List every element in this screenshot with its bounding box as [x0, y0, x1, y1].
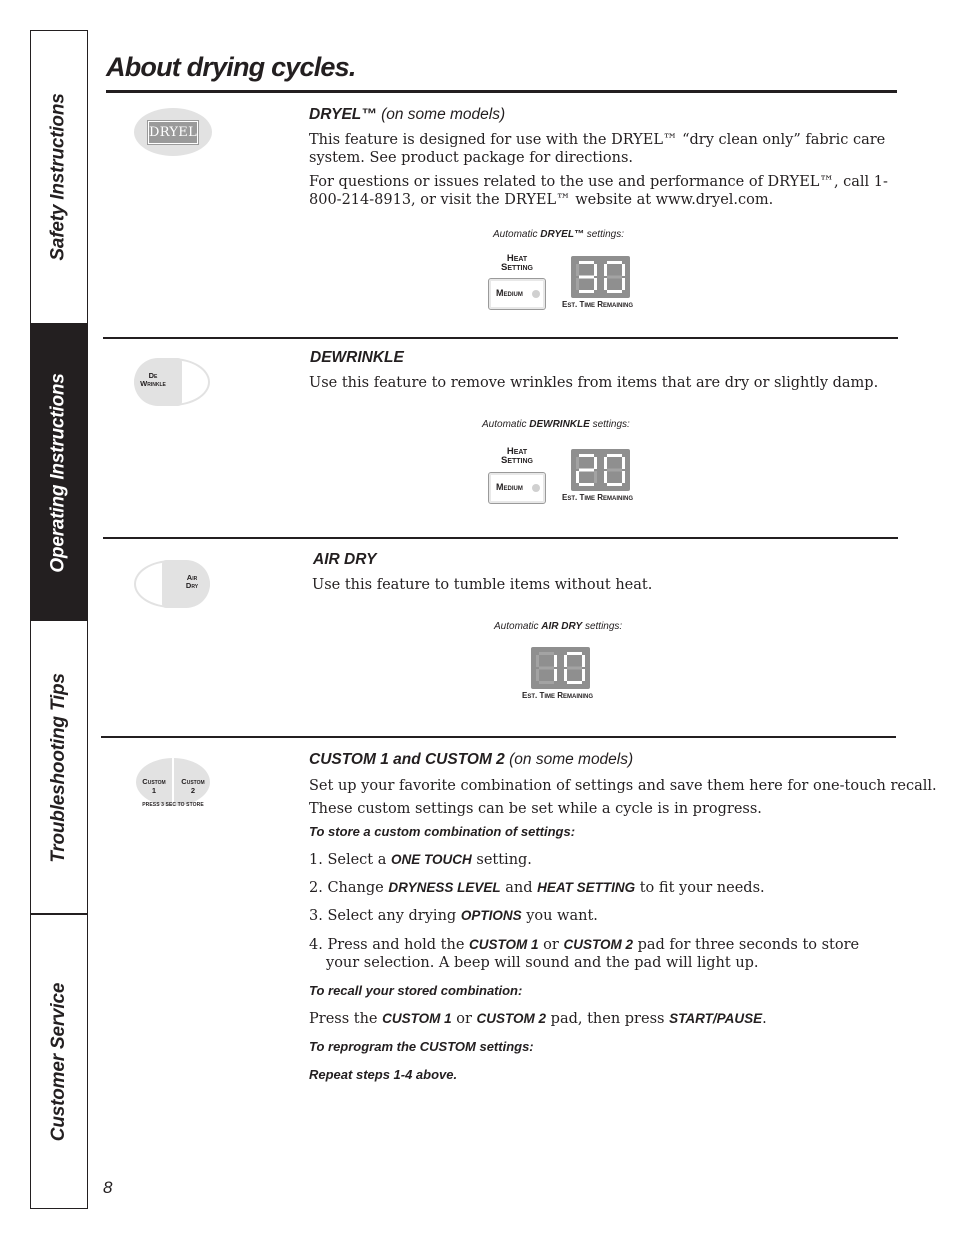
- lcd-segment: [579, 290, 594, 293]
- custom-pads-illustration: [132, 758, 214, 810]
- lcd-segment: [554, 655, 557, 667]
- custom2-pad-label: [172, 777, 214, 795]
- heat-label-line1: Heat: [506, 446, 528, 457]
- airdry-pad-label: [178, 574, 206, 590]
- step-text: you want.: [526, 908, 598, 924]
- step-text: or: [456, 1011, 472, 1027]
- lcd-segment: [607, 290, 622, 293]
- airdry-time-display: [531, 647, 590, 689]
- step-text: Change: [327, 880, 384, 896]
- pad-label-line2: 1: [151, 786, 157, 795]
- lcd-segment: [594, 278, 597, 290]
- heat-value: Medium: [496, 482, 523, 492]
- lcd-segment: [607, 469, 622, 472]
- heat-label-line1: Heat: [506, 253, 528, 264]
- tab-customer-service[interactable]: [31, 915, 87, 1208]
- dewrinkle-pad-illustration: [134, 358, 210, 404]
- store-step-3: [309, 907, 598, 925]
- step-text: .: [762, 1011, 767, 1027]
- caption-pre: Automatic: [482, 419, 527, 430]
- lcd-segment: [579, 454, 594, 457]
- lcd-segment: [536, 655, 539, 667]
- caption-pre: Automatic: [494, 621, 539, 632]
- step-text: Press and hold the: [327, 937, 465, 953]
- reprogram-subheading: To reprogram the CUSTOM settings:: [309, 1039, 534, 1054]
- section-divider: [103, 537, 898, 539]
- lcd-segment: [622, 278, 625, 290]
- lcd-segment: [622, 264, 625, 276]
- recall-subheading: To recall your stored combination:: [309, 983, 523, 998]
- indicator-light-icon: [532, 290, 540, 298]
- lcd-segment: [567, 681, 582, 684]
- caption-kw: DRYEL™: [540, 229, 584, 240]
- dryel-heat-setting-button: [488, 278, 546, 310]
- step-text: pad, then press: [550, 1011, 665, 1027]
- lcd-segment: [579, 483, 594, 486]
- seven-segment-digits: [571, 256, 630, 298]
- lcd-segment: [539, 681, 554, 684]
- caption-post: settings:: [592, 419, 630, 430]
- step-text: Select any drying: [327, 908, 457, 924]
- pad-label-line1: Custom: [142, 777, 166, 786]
- lcd-segment: [594, 471, 597, 483]
- store-step-4: [309, 936, 859, 954]
- step-text: or: [543, 937, 559, 953]
- caption-pre: Automatic: [493, 229, 538, 240]
- step-text: Select a: [327, 852, 387, 868]
- lcd-segment: [594, 264, 597, 276]
- title-rule: [106, 90, 897, 93]
- lcd-segment: [579, 261, 594, 264]
- step-keyword: OPTIONS: [460, 908, 522, 923]
- step-keyword: HEAT SETTING: [537, 880, 636, 895]
- step-text: Press the: [309, 1011, 378, 1027]
- lcd-segment: [576, 471, 579, 483]
- repeat-subheading: Repeat steps 1-4 above.: [309, 1067, 458, 1082]
- step-keyword: ONE TOUCH: [391, 852, 472, 867]
- lcd-segment: [567, 652, 582, 655]
- pad-label-line2: Wrinkle: [140, 379, 166, 388]
- lcd-segment: [607, 276, 622, 279]
- lcd-segment: [539, 667, 554, 670]
- page-title: About drying cycles.: [106, 52, 356, 82]
- dewrinkle-pad-label: [134, 372, 172, 388]
- seven-segment-digits: [531, 647, 590, 689]
- custom-heading-note: (on some models): [509, 751, 634, 768]
- heat-label-line2: Setting: [500, 262, 533, 273]
- caption-post: settings:: [586, 229, 624, 240]
- dryel-logo: [148, 121, 198, 144]
- pad-label-line1: Air: [186, 573, 198, 582]
- dryel-para-2: For questions or issues related to the use and performance of DRYEL™, call 1-800-214-8913, or visit the DRYEL™ website at www.dryel.com.: [309, 174, 888, 208]
- step-text: to fit your needs.: [639, 880, 765, 896]
- step-text: setting.: [476, 852, 532, 868]
- tab-operating-instructions[interactable]: [31, 325, 87, 621]
- airdry-est-time-label: Est. Time Remaining: [522, 691, 594, 700]
- pad-label-line2: Dry: [185, 581, 199, 590]
- caption-kw: AIR DRY: [541, 621, 583, 632]
- dryel-pad-illustration: [134, 108, 212, 156]
- step-keyword: CUSTOM 2: [563, 937, 633, 952]
- step-text: and: [505, 880, 533, 896]
- tab-operating-label: Operating Instructions: [48, 373, 69, 573]
- tab-troubleshooting-tips[interactable]: [31, 621, 87, 914]
- step-keyword: CUSTOM 2: [476, 1011, 547, 1026]
- dryel-heading-kw: DRYEL™: [309, 106, 377, 123]
- step-number: 2.: [309, 880, 323, 896]
- lcd-segment: [594, 457, 597, 469]
- lcd-segment: [536, 669, 539, 681]
- lcd-segment: [604, 278, 607, 290]
- tab-customer-label: Customer Service: [48, 982, 69, 1141]
- lcd-segment: [582, 669, 585, 681]
- dewrinkle-settings-caption: [482, 419, 630, 430]
- dryel-para-1: This feature is designed for use with the DRYEL™ “dry clean only” fabric care system. See product package for directions.: [309, 132, 886, 166]
- lcd-segment: [576, 264, 579, 276]
- custom-heading-kw: CUSTOM 1 and CUSTOM 2: [309, 751, 505, 768]
- airdry-para: Use this feature to tumble items without heat.: [312, 577, 653, 593]
- pad-label-line1: Custom: [181, 777, 205, 786]
- indicator-light-icon: [532, 484, 540, 492]
- caption-kw: DEWRINKLE: [529, 419, 590, 430]
- lcd-segment: [564, 669, 567, 681]
- pad-label-line2: 2: [190, 786, 196, 795]
- lcd-segment: [607, 454, 622, 457]
- dewrinkle-time-display: [571, 449, 630, 491]
- lcd-segment: [604, 471, 607, 483]
- lcd-segment: [604, 457, 607, 469]
- caption-post: settings:: [584, 621, 623, 632]
- store-step-1: [309, 851, 532, 869]
- custom-heading: [309, 751, 633, 769]
- step-keyword: CUSTOM 1: [382, 1011, 452, 1026]
- dewrinkle-heat-setting-button: [488, 472, 546, 504]
- tab-safety-label: Safety Instructions: [48, 93, 69, 261]
- step-number: 1.: [309, 852, 323, 868]
- lcd-segment: [604, 264, 607, 276]
- seven-segment-digits: [571, 449, 630, 491]
- heat-label-line2: Setting: [500, 455, 533, 466]
- page-number: 8: [103, 1178, 113, 1197]
- store-step-4-continued: your selection. A beep will sound and the pad will light up.: [326, 955, 759, 971]
- lcd-segment: [564, 655, 567, 667]
- step-keyword: CUSTOM 1: [469, 937, 539, 952]
- lcd-segment: [607, 483, 622, 486]
- custom-para-1: Set up your favorite combination of settings and save them here for one-touch recall.: [309, 778, 937, 794]
- dryel-heading-note: (on some models): [381, 106, 506, 123]
- airdry-pad-illustration: [134, 560, 210, 608]
- lcd-segment: [567, 667, 582, 670]
- pad-label-line1: De: [148, 371, 158, 380]
- airdry-settings-caption: [494, 621, 622, 632]
- dryel-logo-text: DRYEL: [149, 125, 198, 140]
- section-divider: [101, 736, 896, 738]
- lcd-segment: [554, 669, 557, 681]
- step-keyword: DRYNESS LEVEL: [388, 880, 501, 895]
- section-tab-strip: [30, 30, 88, 1209]
- lcd-segment: [622, 457, 625, 469]
- dryel-settings-caption: [493, 229, 624, 240]
- step-number: 4.: [309, 937, 323, 953]
- dryel-heat-setting-label: [494, 254, 540, 272]
- dewrinkle-heading: DEWRINKLE: [310, 349, 404, 366]
- lcd-segment: [579, 469, 594, 472]
- store-step-2: [309, 879, 765, 897]
- tab-troubleshooting-label: Troubleshooting Tips: [48, 672, 69, 863]
- lcd-segment: [579, 276, 594, 279]
- recall-instructions: [309, 1010, 767, 1028]
- lcd-segment: [582, 655, 585, 667]
- section-divider: [103, 337, 898, 339]
- heat-value: Medium: [496, 288, 523, 298]
- step-number: 3.: [309, 908, 323, 924]
- store-subheading: To store a custom combination of settings:: [309, 824, 576, 839]
- dewrinkle-para: Use this feature to remove wrinkles from items that are dry or slightly damp.: [309, 375, 879, 391]
- dryel-est-time-label: Est. Time Remaining: [562, 300, 634, 309]
- dryel-time-display: [571, 256, 630, 298]
- lcd-segment: [622, 471, 625, 483]
- lcd-segment: [576, 278, 579, 290]
- custom1-pad-label: [134, 777, 174, 795]
- custom-pad-note: PRESS 3 SEC TO STORE: [142, 802, 204, 808]
- tab-safety-instructions[interactable]: [31, 31, 87, 323]
- lcd-segment: [607, 261, 622, 264]
- dewrinkle-heat-setting-label: [494, 447, 540, 465]
- dryel-heading: [309, 106, 505, 124]
- airdry-heading: AIR DRY: [313, 551, 377, 568]
- lcd-segment: [539, 652, 554, 655]
- step-text: pad for three seconds to store: [637, 937, 860, 953]
- step-keyword: START/PAUSE: [669, 1011, 763, 1026]
- lcd-segment: [576, 457, 579, 469]
- dewrinkle-est-time-label: Est. Time Remaining: [562, 493, 634, 502]
- custom-para-2: These custom settings can be set while a cycle is in progress.: [309, 801, 762, 817]
